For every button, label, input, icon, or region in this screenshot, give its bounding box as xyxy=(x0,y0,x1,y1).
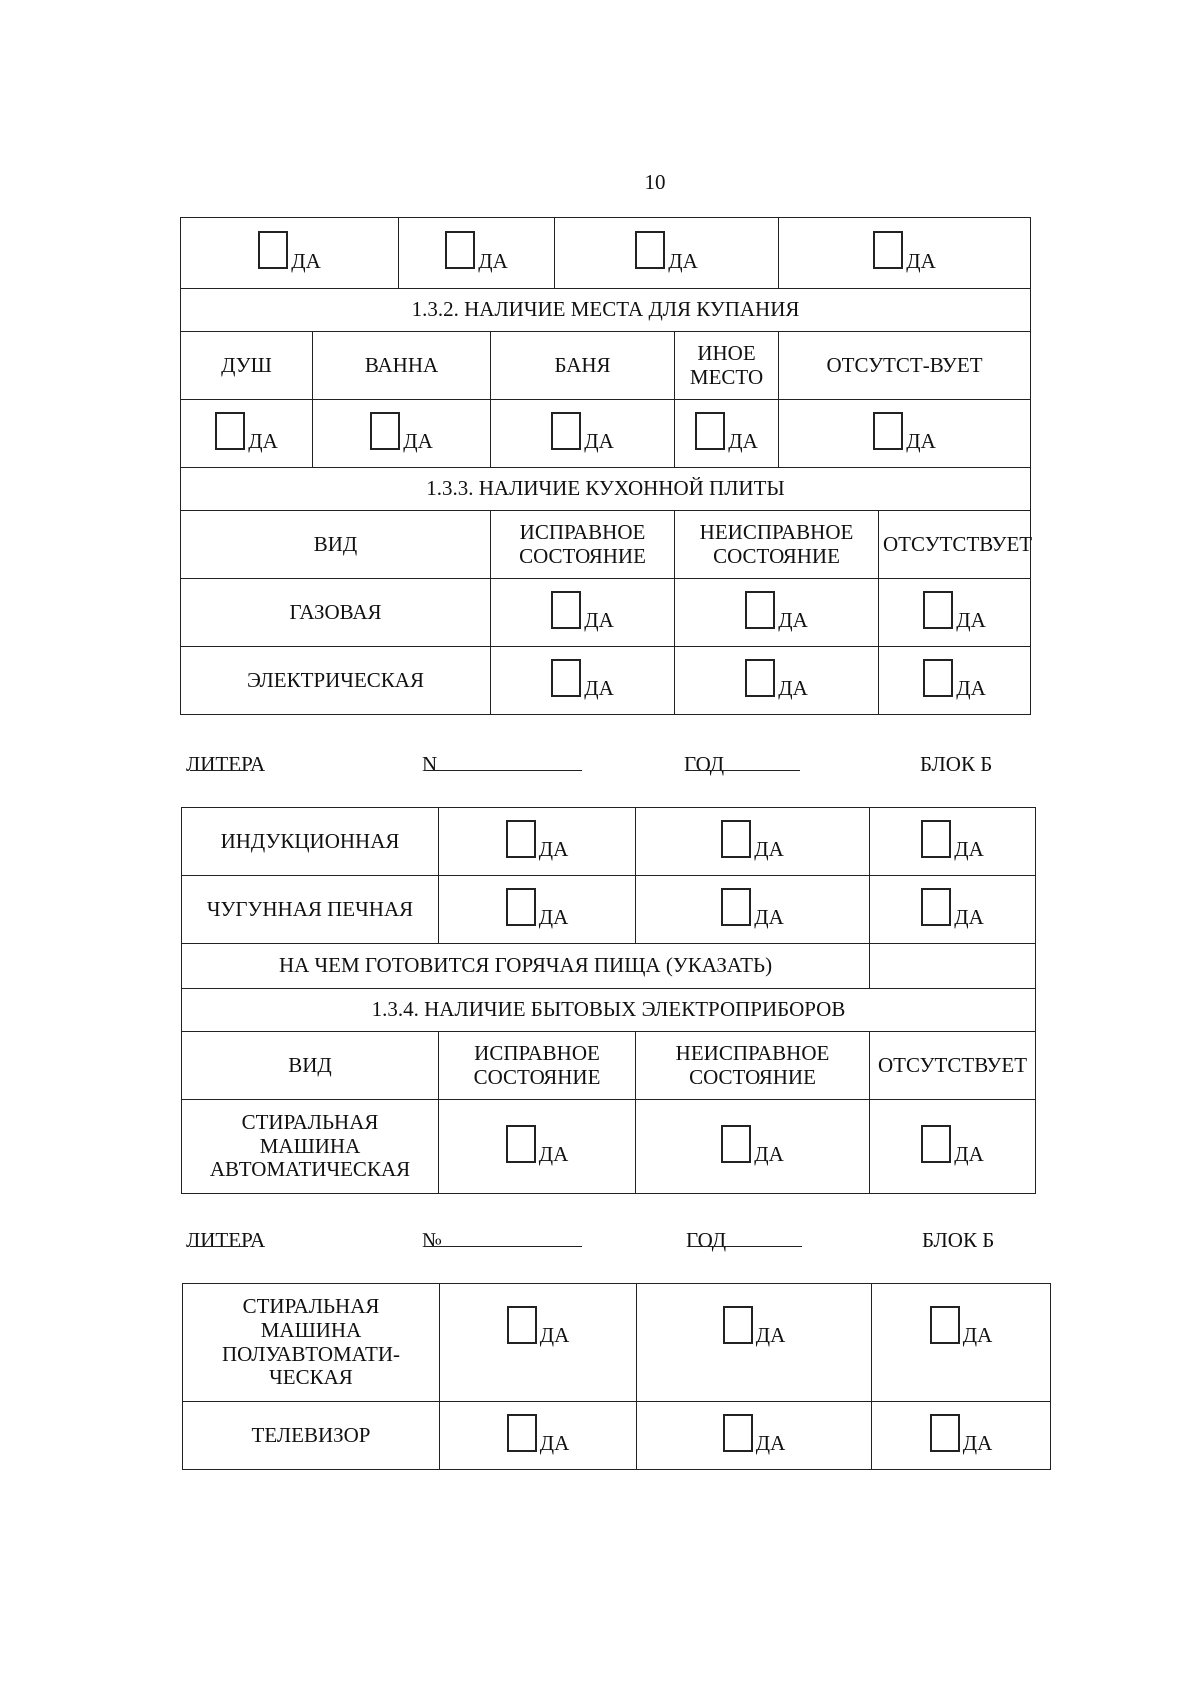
bath-header-absent: ОТСУТСТ-ВУЕТ xyxy=(779,332,1031,400)
appliance-header-type: ВИД xyxy=(182,1032,439,1100)
appliance-header-absent: ОТСУТСТВУЕТ xyxy=(870,1032,1036,1100)
checkbox-box[interactable] xyxy=(930,1414,960,1452)
stove-header-absent: ОТСУТСТВУЕТ xyxy=(879,511,1031,579)
table-row xyxy=(183,1402,1051,1470)
checkbox-box[interactable] xyxy=(551,591,581,629)
section-title-appliances: 1.3.4. НАЛИЧИЕ БЫТОВЫХ ЭЛЕКТРОПРИБОРОВ xyxy=(182,989,1036,1032)
checkbox-yes[interactable]: ДА xyxy=(923,659,986,697)
bath-header-tub: ВАННА xyxy=(313,332,491,400)
checkbox-box[interactable] xyxy=(723,1306,753,1344)
section-title-bath: 1.3.2. НАЛИЧИЕ МЕСТА ДЛЯ КУПАНИЯ xyxy=(181,289,1031,332)
litera-label: ЛИТЕРА xyxy=(186,752,266,776)
checkbox-yes[interactable]: ДА xyxy=(721,820,784,858)
checkbox-box[interactable] xyxy=(506,1125,536,1163)
checkbox-box[interactable] xyxy=(723,1414,753,1452)
checkbox-box[interactable] xyxy=(445,231,475,269)
checkbox-yes[interactable]: ДА xyxy=(506,888,569,926)
checkbox-yes[interactable]: ДА xyxy=(921,1125,984,1163)
year-label: ГОД xyxy=(684,752,725,776)
checkbox-yes[interactable]: ДА xyxy=(551,659,614,697)
checkbox-yes[interactable]: ДА xyxy=(921,888,984,926)
stove-type-electric: ЭЛЕКТРИЧЕСКАЯ xyxy=(181,647,491,715)
appliance-header-broken: НЕИСПРАВНОЕ СОСТОЯНИЕ xyxy=(636,1032,870,1100)
litera-label: ЛИТЕРА xyxy=(186,1228,266,1252)
checkbox-yes[interactable]: ДА xyxy=(507,1306,570,1344)
checkbox-yes[interactable]: ДА xyxy=(635,231,698,269)
checkbox-box[interactable] xyxy=(506,820,536,858)
checkbox-box[interactable] xyxy=(551,412,581,450)
checkbox-box[interactable] xyxy=(873,231,903,269)
appliance-washer-auto: СТИРАЛЬНАЯ МАШИНА АВТОМАТИЧЕСКАЯ xyxy=(182,1100,439,1194)
table-row xyxy=(181,647,1031,715)
checkbox-yes[interactable]: ДА xyxy=(370,412,433,450)
checkbox-yes[interactable]: ДА xyxy=(873,231,936,269)
checkbox-box[interactable] xyxy=(921,1125,951,1163)
block-label: БЛОК Б xyxy=(920,752,993,776)
checkbox-yes[interactable]: ДА xyxy=(873,412,936,450)
table-row xyxy=(182,876,1036,944)
checkbox-box[interactable] xyxy=(921,820,951,858)
stove-header-working: ИСПРАВНОЕ СОСТОЯНИЕ xyxy=(491,511,675,579)
checkbox-box[interactable] xyxy=(721,820,751,858)
checkbox-box[interactable] xyxy=(745,591,775,629)
table-row xyxy=(183,1284,1051,1402)
year-label: ГОД xyxy=(686,1228,727,1252)
checkbox-box[interactable] xyxy=(923,659,953,697)
bath-header-other: ИНОЕ МЕСТО xyxy=(675,332,779,400)
checkbox-yes[interactable]: ДА xyxy=(445,231,508,269)
table-row xyxy=(182,1100,1036,1194)
section-title-stove: 1.3.3. НАЛИЧИЕ КУХОННОЙ ПЛИТЫ xyxy=(181,468,1031,511)
block-line-2 xyxy=(186,1228,1036,1256)
checkbox-yes[interactable]: ДА xyxy=(723,1414,786,1452)
stove-header-type: ВИД xyxy=(181,511,491,579)
number-label: № xyxy=(422,1228,443,1252)
checkbox-yes[interactable]: ДА xyxy=(507,1414,570,1452)
checkbox-yes[interactable]: ДА xyxy=(506,1125,569,1163)
checkbox-yes[interactable]: ДА xyxy=(695,412,758,450)
checkbox-yes[interactable]: ДА xyxy=(721,888,784,926)
checkbox-yes[interactable]: ДА xyxy=(551,412,614,450)
checkbox-box[interactable] xyxy=(923,591,953,629)
appliance-tv: ТЕЛЕВИЗОР xyxy=(183,1402,440,1470)
hot-food-answer-field[interactable] xyxy=(870,944,1036,989)
checkbox-yes[interactable]: ДА xyxy=(930,1306,993,1344)
stove-type-gas: ГАЗОВАЯ xyxy=(181,579,491,647)
checkbox-box[interactable] xyxy=(258,231,288,269)
checkbox-box[interactable] xyxy=(721,888,751,926)
stove-type-cast-iron: ЧУГУННАЯ ПЕЧНАЯ xyxy=(182,876,439,944)
table-row xyxy=(181,579,1031,647)
litera-field[interactable] xyxy=(190,752,248,771)
appliance-header-working: ИСПРАВНОЕ СОСТОЯНИЕ xyxy=(439,1032,636,1100)
number-label: N xyxy=(422,752,438,776)
table-row xyxy=(182,808,1036,876)
checkbox-yes[interactable]: ДА xyxy=(506,820,569,858)
checkbox-yes[interactable]: ДА xyxy=(723,1306,786,1344)
litera-field[interactable] xyxy=(190,1228,248,1247)
checkbox-box[interactable] xyxy=(921,888,951,926)
checkbox-yes[interactable]: ДА xyxy=(745,591,808,629)
checkbox-box[interactable] xyxy=(635,231,665,269)
stove-appliance-table xyxy=(181,807,1036,1194)
checkbox-box[interactable] xyxy=(930,1306,960,1344)
checkbox-yes[interactable]: ДА xyxy=(921,820,984,858)
bath-stove-table xyxy=(180,217,1031,715)
checkbox-yes[interactable]: ДА xyxy=(721,1125,784,1163)
block-label: БЛОК Б xyxy=(922,1228,995,1252)
checkbox-box[interactable] xyxy=(721,1125,751,1163)
checkbox-box[interactable] xyxy=(507,1414,537,1452)
checkbox-yes[interactable]: ДА xyxy=(930,1414,993,1452)
block-line-1 xyxy=(186,752,1036,780)
checkbox-box[interactable] xyxy=(506,888,536,926)
stove-type-induction: ИНДУКЦИОННАЯ xyxy=(182,808,439,876)
checkbox-box[interactable] xyxy=(215,412,245,450)
appliance-washer-semi: СТИРАЛЬНАЯ МАШИНА ПОЛУАВТОМАТИ-ЧЕСКАЯ xyxy=(183,1284,440,1402)
bath-header-shower: ДУШ xyxy=(181,332,313,400)
checkbox-box[interactable] xyxy=(370,412,400,450)
checkbox-yes[interactable]: ДА xyxy=(551,591,614,629)
appliance-table-continued xyxy=(182,1283,1051,1470)
checkbox-box[interactable] xyxy=(745,659,775,697)
stove-header-broken: НЕИСПРАВНОЕ СОСТОЯНИЕ xyxy=(675,511,879,579)
checkbox-yes[interactable]: ДА xyxy=(745,659,808,697)
checkbox-yes[interactable]: ДА xyxy=(215,412,278,450)
hot-food-question: НА ЧЕМ ГОТОВИТСЯ ГОРЯЧАЯ ПИЩА (УКАЗАТЬ) xyxy=(182,944,870,989)
checkbox-box[interactable] xyxy=(873,412,903,450)
year-field[interactable] xyxy=(690,1228,802,1247)
checkbox-yes[interactable]: ДА xyxy=(258,231,321,269)
checkbox-yes[interactable]: ДА xyxy=(923,591,986,629)
bath-header-bathhouse: БАНЯ xyxy=(491,332,675,400)
number-field[interactable] xyxy=(426,752,582,771)
checkbox-box[interactable] xyxy=(551,659,581,697)
page-number: 10 xyxy=(644,170,666,194)
number-field[interactable] xyxy=(426,1228,582,1247)
year-field[interactable] xyxy=(688,752,800,771)
checkbox-row-top xyxy=(181,218,1031,289)
checkbox-box[interactable] xyxy=(507,1306,537,1344)
checkbox-box[interactable] xyxy=(695,412,725,450)
